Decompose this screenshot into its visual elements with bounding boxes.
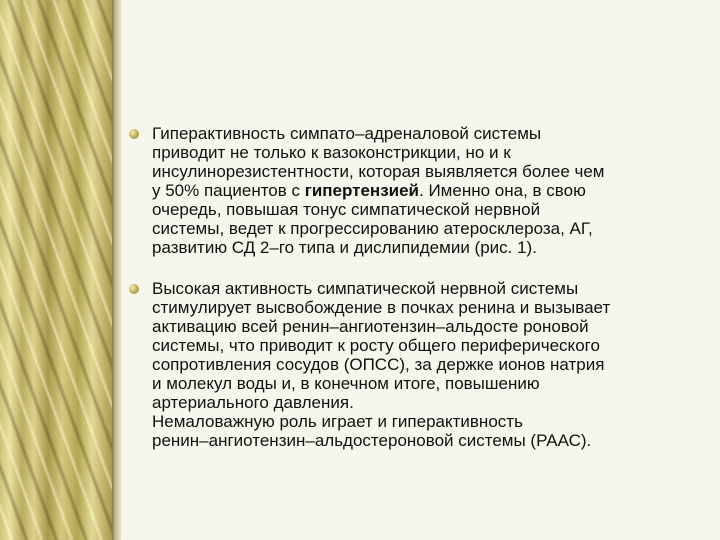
bullet-text-1: Гиперактивность симпато–адреналовой системы приводит не только к вазоконстрикции, но и к инсулинорезистентности, которая выявляется более чем у 50% пациентов с гипертензией. Именно она, в свою очередь, повышая тонус симпатической нервной системы, ведет к прогрессированию атеросклероза, АГ, развитию СД 2–го типа и дислипидемии (рис. 1). bbox=[152, 124, 605, 257]
bullet-item-2 bbox=[128, 279, 708, 450]
bullet-dot-icon bbox=[129, 129, 139, 139]
decorative-gold-band bbox=[0, 0, 112, 540]
bullet-text-2: Высокая активность симпатической нервной системы стимулирует высвобождение в почках ренина и вызывает активацию всей ренин–ангиотензин–альдосте роновой системы, что приводит к росту общего периферического сопротивления сосудов (ОПСС), за держке ионов натрия и молекул воды и, в конечном итоге, повышению артериального давления. Немаловажную роль играет и гиперактивность ренин–ангиотензин–альдостероновой системы (РААС). bbox=[152, 279, 611, 450]
band-shadow bbox=[112, 0, 121, 540]
bullet-dot-icon bbox=[129, 284, 139, 294]
bold-term: гипертензией bbox=[304, 181, 420, 200]
bullet-item-1 bbox=[128, 124, 708, 257]
slide-content bbox=[128, 124, 708, 450]
